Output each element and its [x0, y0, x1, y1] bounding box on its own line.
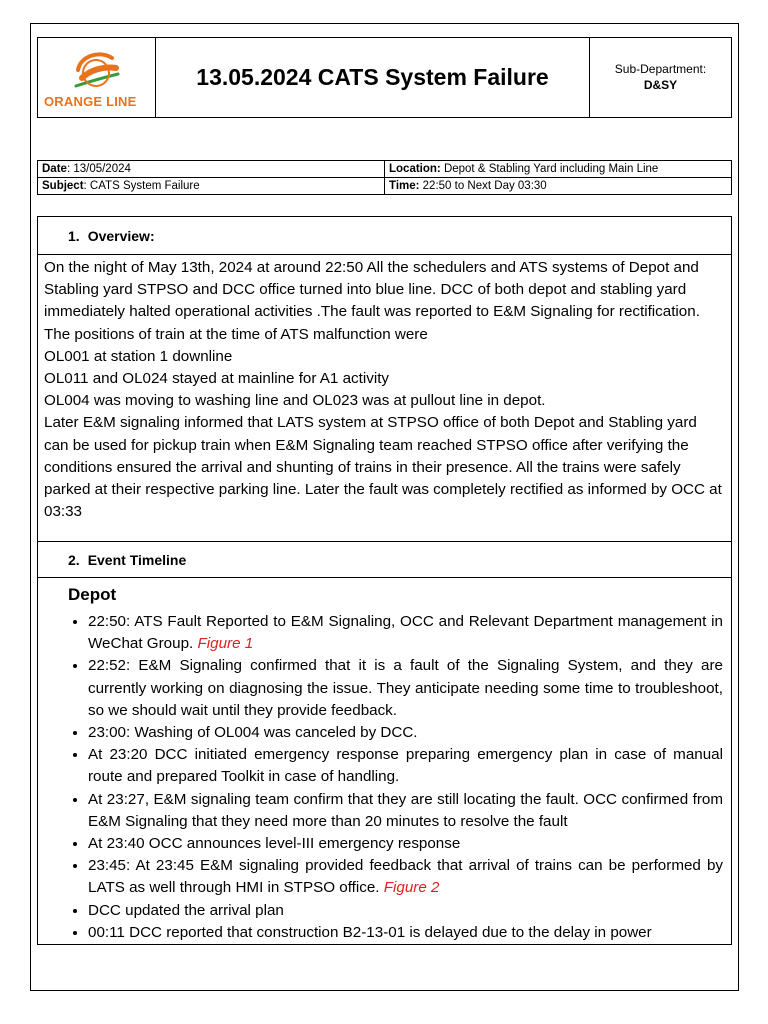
location-cell — [385, 161, 732, 178]
subject-value: : CATS System Failure — [83, 180, 200, 192]
date-cell — [38, 161, 385, 178]
list-item — [88, 744, 723, 788]
overview-paragraph: OL004 was moving to washing line and OL023 was at pullout line in depot. — [44, 392, 546, 410]
logo-text: ORANGE LINE — [44, 94, 137, 109]
document-header — [37, 37, 732, 118]
timeline-heading — [38, 542, 731, 578]
timeline-item-text: 23:45: At 23:45 E&M signaling provided feedback that arrival of trains can be performed by LATS as well through HMI in STPSO office. — [88, 857, 723, 897]
list-item — [88, 789, 723, 833]
timeline-item-text: DCC updated the arrival plan — [88, 901, 284, 919]
list-item — [88, 655, 723, 722]
timeline-item-text: 22:50: ATS Fault Reported to E&M Signaling, OCC and Relevant Department management in WeChat Group. — [88, 613, 723, 653]
overview-heading — [38, 217, 731, 255]
logo-cell — [38, 38, 156, 117]
page-title: 13.05.2024 CATS System Failure — [156, 38, 590, 117]
time-cell — [385, 178, 732, 195]
overview-paragraph: OL011 and OL024 stayed at mainline for A1 activity — [44, 370, 390, 388]
date-value: : 13/05/2024 — [66, 163, 131, 175]
overview-paragraph: The positions of train at the time of ATS malfunction were — [44, 325, 428, 343]
figure-reference: Figure 1 — [197, 635, 254, 653]
time-value: 22:50 to Next Day 03:30 — [419, 180, 547, 192]
overview-title: Overview: — [87, 227, 155, 244]
subject-label: Subject — [42, 180, 84, 192]
overview-paragraph: OL001 at station 1 downline — [44, 347, 233, 365]
timeline-list — [38, 611, 731, 944]
timeline-item-text: 22:52: E&M Signaling confirmed that it is a fault of the Signaling System, and they are currently working on diagnosing the issue. They anticipate needing some time to troubleshoot, so we should wait until they provide feedback. — [88, 657, 723, 719]
depot-subheading: Depot — [68, 585, 117, 604]
timeline-item-text: At 23:40 OCC announces level-III emergency response — [88, 835, 461, 853]
time-label: Time: — [389, 180, 420, 192]
date-label: Date — [42, 163, 67, 175]
orange-line-logo-icon — [70, 48, 124, 94]
list-item — [88, 833, 723, 855]
timeline-item-text: At 23:27, E&M signaling team confirm that they are still locating the fault. OCC confirmed from E&M Signaling that they need more than 20 minutes to resolve the fault — [88, 790, 723, 830]
timeline-number: 2. — [68, 551, 80, 568]
timeline-item-text: At 23:20 DCC initiated emergency response preparing emergency plan in case of manual route and prepared Toolkit in case of handling. — [88, 746, 723, 786]
list-item — [88, 900, 723, 922]
overview-paragraph: On the night of May 13th, 2024 at around 22:50 All the schedulers and ATS systems of Depot and Stabling yard STPSO and DCC office turned into blue line. DCC of both depot and stabling yard immediately halted operational activities .The fault was reported to E&M Signaling for rectification. — [44, 259, 700, 321]
overview-number: 1. — [68, 227, 80, 244]
timeline-item-text: 23:00: Washing of OL004 was canceled by DCC. — [88, 724, 418, 742]
list-item — [88, 722, 723, 744]
info-row — [38, 178, 732, 195]
timeline-item-text: 00:11 DCC reported that construction B2-13-01 is delayed due to the delay in power — [88, 923, 652, 941]
list-item — [88, 611, 723, 655]
info-row — [38, 161, 732, 178]
sub-department-value: D&SY — [643, 78, 678, 92]
overview-body — [38, 255, 731, 542]
timeline-title: Event Timeline — [87, 551, 187, 568]
sub-department — [590, 38, 731, 117]
location-value: Depot & Stabling Yard including Main Line — [440, 163, 659, 175]
info-table — [37, 160, 732, 195]
list-item — [88, 855, 723, 899]
figure-reference: Figure 2 — [383, 879, 440, 897]
location-label: Location: — [389, 163, 441, 175]
sub-department-label: Sub-Department: — [614, 62, 707, 76]
list-item — [88, 922, 723, 944]
main-content — [37, 216, 732, 945]
overview-paragraph: Later E&M signaling informed that LATS system at STPSO office of both Depot and Stabling yard can be used for pickup train when E&M Signaling team reached STPSO office after verifying the conditions ensured the arrival and shunting of trains in their presence. All the trains were safely parked at their respective parking line. Later the fault was completely rectified as informed by OCC at 03:33 — [44, 414, 722, 521]
subject-cell — [38, 178, 385, 195]
